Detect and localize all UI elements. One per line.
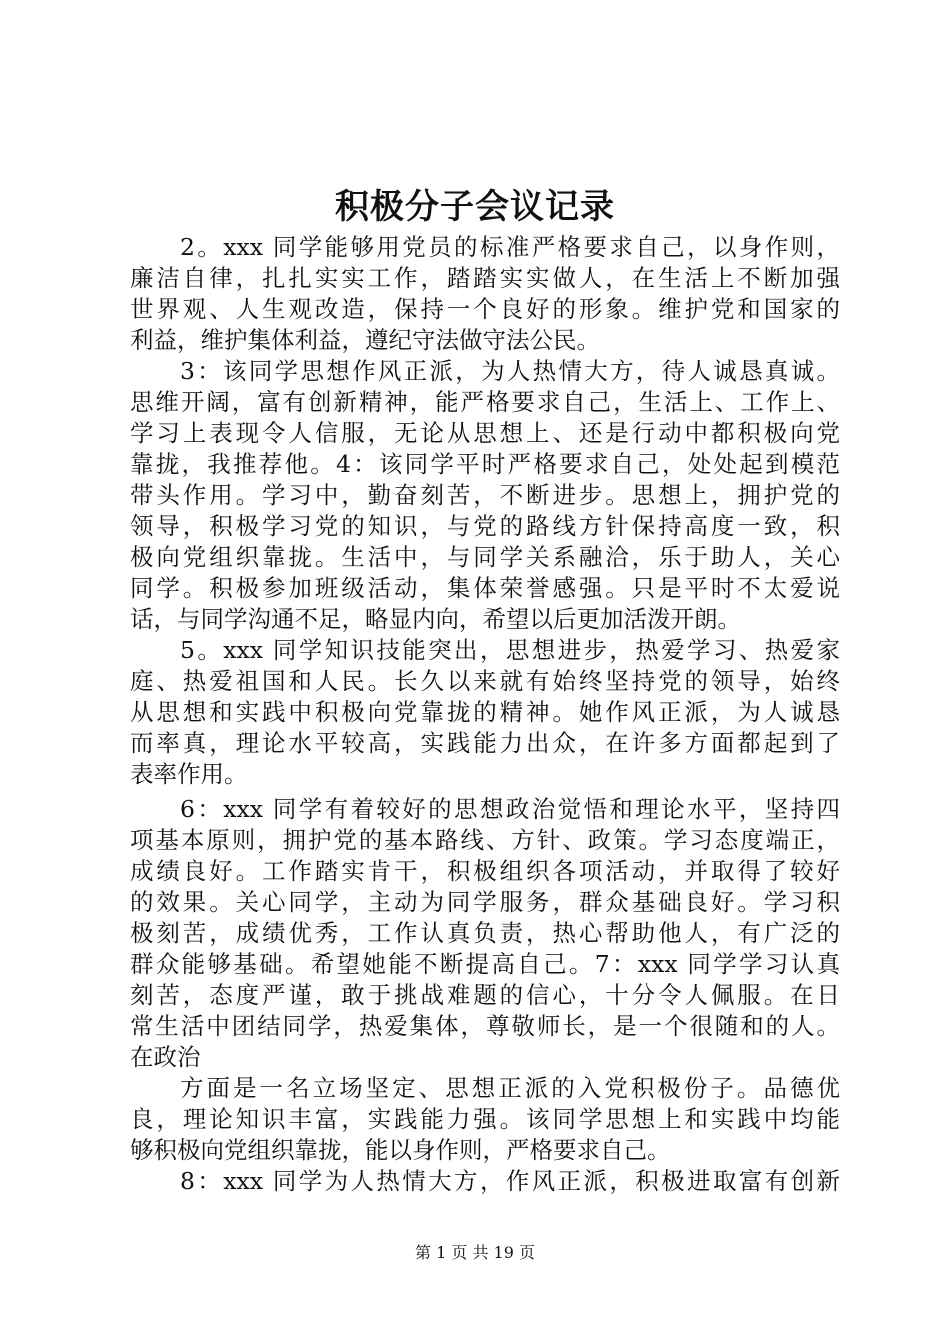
body-line: 的效果。关心同学，主动为同学服务，群众基础良好。学习积: [130, 888, 840, 916]
body-line: 刻苦，态度严谨，敢于挑战难题的信心，十分令人佩服。在日: [130, 981, 840, 1009]
body-line: 6：xxx 同学有着较好的思想政治觉悟和理论水平，坚持四: [180, 795, 840, 823]
page-footer: 第 1 页 共 19 页: [415, 1243, 535, 1262]
body-line: 2。xxx 同学能够用党员的标准严格要求自己，以身作则，: [180, 233, 840, 261]
body-line: 带头作用。学习中，勤奋刻苦，不断进步。思想上，拥护党的: [130, 481, 840, 509]
body-line: 5。xxx 同学知识技能突出，思想进步，热爱学习、热爱家: [180, 636, 840, 664]
body-line: 够积极向党组织靠拢，能以身作则，严格要求自己。: [130, 1136, 671, 1164]
body-line: 项基本原则，拥护党的基本路线、方针、政策。学习态度端正，: [130, 826, 840, 854]
body-line: 利益，维护集体利益，遵纪守法做守法公民。: [130, 326, 600, 354]
body-line: 良，理论知识丰富，实践能力强。该同学思想上和实践中均能: [130, 1105, 840, 1133]
body-line: 思维开阔，富有创新精神，能严格要求自己，生活上、工作上、: [130, 388, 840, 416]
body-line: 靠拢，我推荐他。4：该同学平时严格要求自己，处处起到模范: [130, 450, 840, 478]
body-line: 群众能够基础。希望她能不断提高自己。7：xxx 同学学习认真: [130, 950, 840, 978]
body-line: 常生活中团结同学，热爱集体，尊敬师长，是一个很随和的人。: [130, 1012, 840, 1040]
body-line: 极向党组织靠拢。生活中，与同学关系融洽，乐于助人，关心: [130, 543, 840, 571]
body-line: 领导，积极学习党的知识，与党的路线方针保持高度一致，积: [130, 512, 840, 540]
body-line: 方面是一名立场坚定、思想正派的入党积极份子。品德优: [180, 1074, 840, 1102]
body-line: 表率作用。: [130, 760, 248, 788]
body-line: 在政治: [130, 1043, 201, 1071]
body-line: 而率真，理论水平较高，实践能力出众，在许多方面都起到了: [130, 729, 840, 757]
document-title: 积极分子会议记录: [335, 187, 615, 227]
body-line: 廉洁自律，扎扎实实工作，踏踏实实做人，在生活上不断加强: [130, 264, 840, 292]
body-line: 极刻苦，成绩优秀，工作认真负责，热心帮助他人，有广泛的: [130, 919, 840, 947]
body-line: 从思想和实践中积极向党靠拢的精神。她作风正派，为人诚恳: [130, 698, 840, 726]
body-line: 学习上表现令人信服，无论从思想上、还是行动中都积极向党: [130, 419, 840, 447]
body-line: 世界观、人生观改造，保持一个良好的形象。维护党和国家的: [130, 295, 840, 323]
body-line: 话，与同学沟通不足，略显内向，希望以后更加活泼开朗。: [130, 605, 741, 633]
body-line: 庭、热爱祖国和人民。长久以来就有始终坚持党的领导，始终: [130, 667, 840, 695]
document-body: [130, 232, 840, 1197]
body-line: 成绩良好。工作踏实肯干，积极组织各项活动，并取得了较好: [130, 857, 840, 885]
body-line: 8：xxx 同学为人热情大方，作风正派，积极进取富有创新: [180, 1167, 840, 1195]
body-line: 3：该同学思想作风正派，为人热情大方，待人诚恳真诚。: [180, 357, 840, 385]
body-line: 同学。积极参加班级活动，集体荣誉感强。只是平时不太爱说: [130, 574, 840, 602]
